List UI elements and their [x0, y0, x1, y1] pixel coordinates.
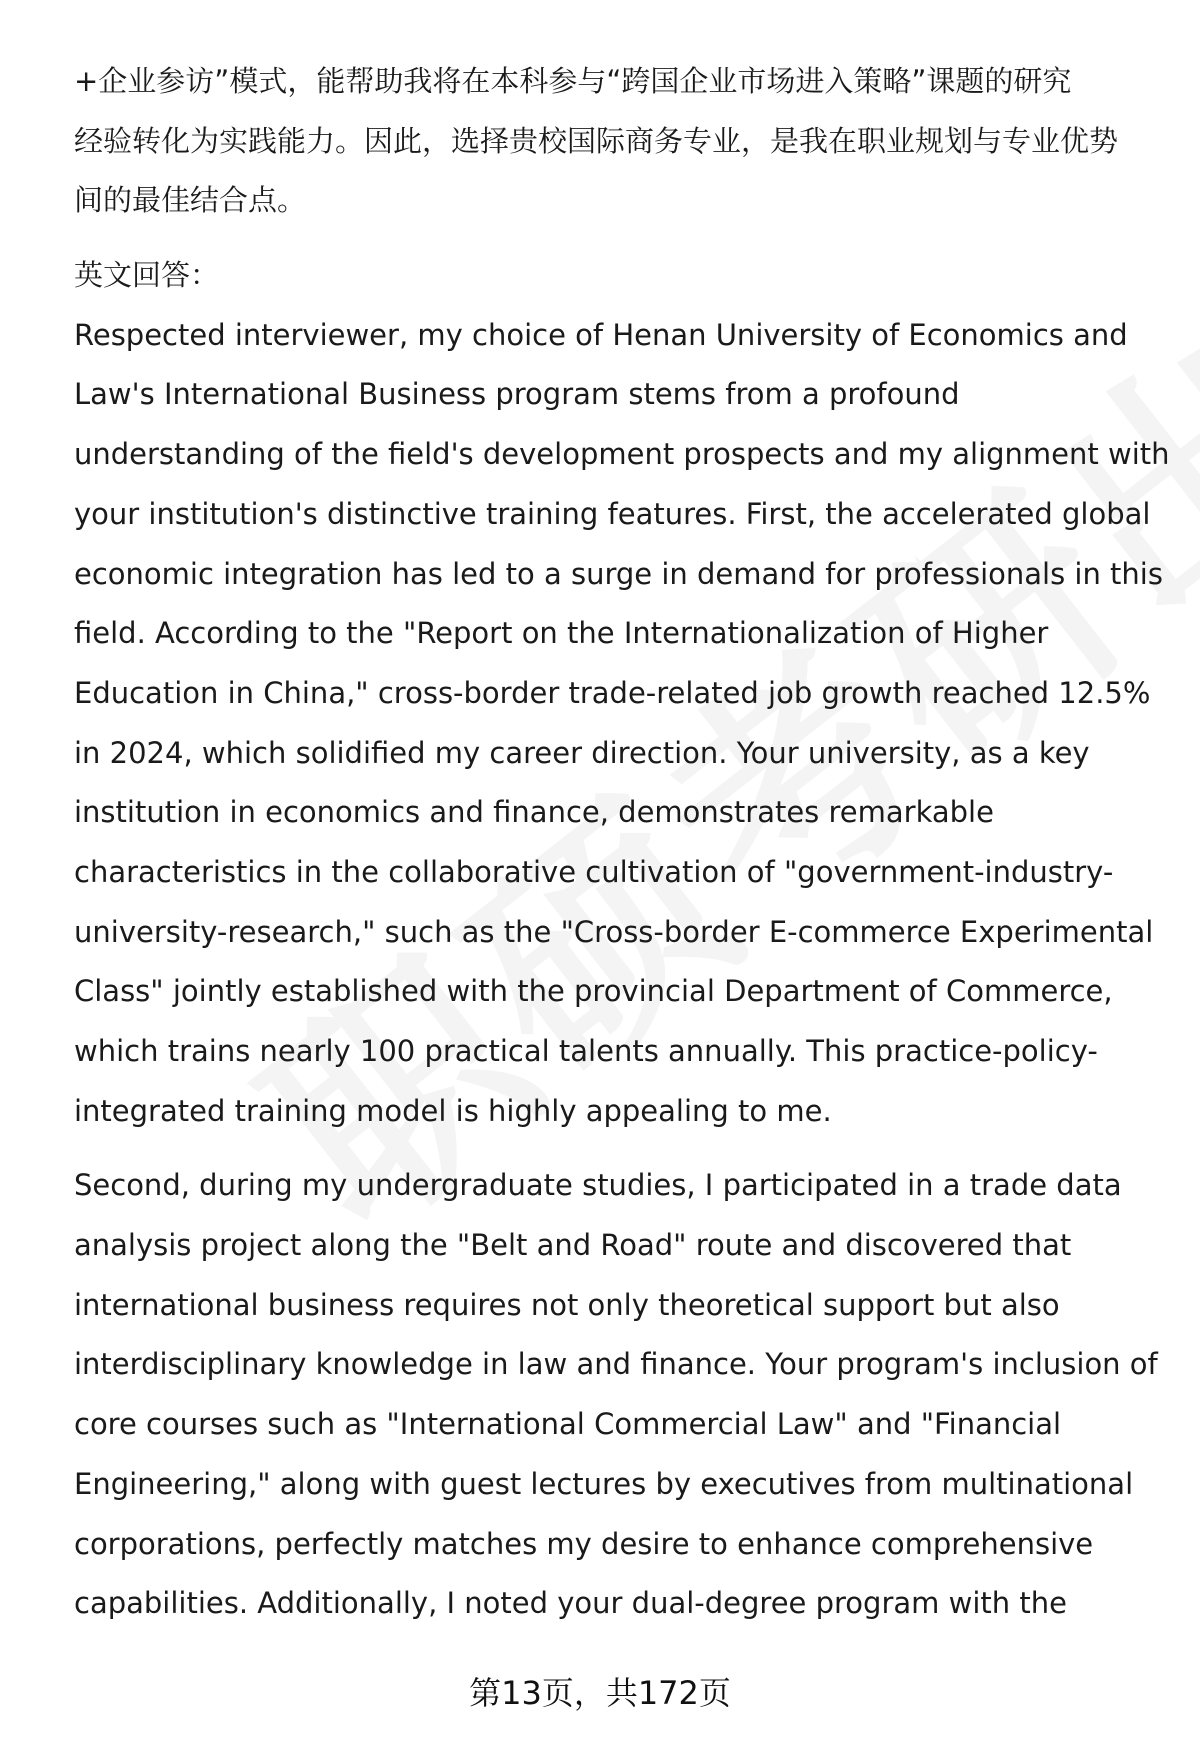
text-line: Law's International Business program stems from a profound [74, 377, 960, 412]
text-line: core courses such as "International Commercial Law" and "Financial [74, 1407, 1062, 1442]
document-page [74, 52, 1170, 1634]
text-line: Education in China," cross-border trade-related job growth reached 12.5% [74, 675, 1151, 710]
text-line: Second, during my undergraduate studies, I participated in a trade data [74, 1168, 1122, 1203]
english-answer-label: 英文回答： [74, 258, 220, 293]
text-line: +企业参访”模式，能帮助我将在本科参与“跨国企业市场进入策略”课题的研究 [74, 64, 1072, 98]
text-line: understanding of the field's development prospects and my alignment with [74, 437, 1170, 472]
text-line: interdisciplinary knowledge in law and finance. Your program's inclusion of [74, 1347, 1158, 1382]
english-answer-block [74, 246, 1170, 1634]
text-line: corporations, perfectly matches my desire to enhance comprehensive [74, 1526, 1094, 1561]
text-line: your institution's distinctive training features. First, the accelerated global [74, 496, 1151, 531]
text-line: Respected interviewer, my choice of Henan University of Economics and [74, 317, 1128, 352]
text-line: university-research," such as the "Cross-border E-commerce Experimental [74, 914, 1154, 949]
text-line: institution in economics and finance, demonstrates remarkable [74, 795, 994, 830]
text-line: which trains nearly 100 practical talents annually. This practice-policy- [74, 1034, 1098, 1069]
text-line: Class" jointly established with the provincial Department of Commerce, [74, 974, 1113, 1009]
text-line: 经验转化为实践能力。因此，选择贵校国际商务专业，是我在职业规划与专业优势 [74, 123, 1119, 158]
text-line: capabilities. Additionally, I noted your dual-degree program with the [74, 1586, 1067, 1621]
text-line: international business requires not only theoretical support but also [74, 1287, 1060, 1322]
text-line: integrated training model is highly appealing to me. [74, 1093, 832, 1128]
text-line: in 2024, which solidified my career direction. Your university, as a key [74, 735, 1090, 770]
text-line: Engineering," along with guest lectures by executives from multinational [74, 1466, 1134, 1501]
text-line: economic integration has led to a surge in demand for professionals in this [74, 556, 1163, 591]
text-line: characteristics in the collaborative cultivation of "government-industry- [74, 854, 1114, 889]
english-paragraph-1 [74, 306, 1170, 1142]
text-line: 间的最佳结合点。 [74, 183, 307, 218]
chinese-answer-block [74, 52, 1154, 231]
english-paragraph-2 [74, 1156, 1158, 1634]
text-line: field. According to the "Report on the Internationalization of Higher [74, 616, 1049, 651]
text-line: analysis project along the "Belt and Road" route and discovered that [74, 1228, 1072, 1263]
page-number: 第13页，共172页 [469, 1674, 731, 1712]
